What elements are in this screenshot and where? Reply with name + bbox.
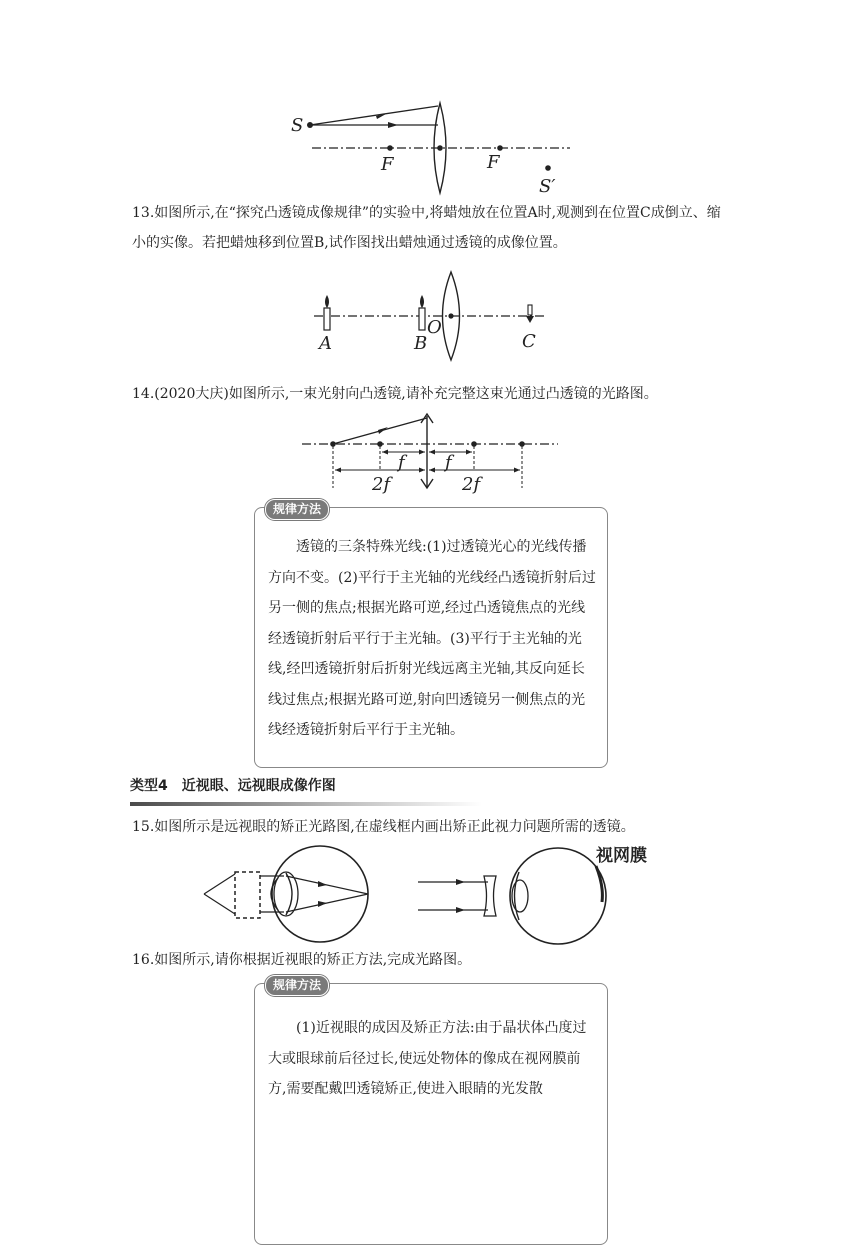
figure-q13-candle-lens-diagram xyxy=(310,268,550,358)
method-tag-2: 规律方法 xyxy=(265,975,329,996)
question-14: 14.(2020大庆)如图所示,一束光射向凸透镜,请补充完整这束光通过凸透镜的光路图。 xyxy=(132,386,658,402)
figure-q15-farsighted-eye-diagram xyxy=(200,842,380,946)
method-box xyxy=(254,502,608,768)
focus-right-label: F xyxy=(487,152,500,173)
method-box-2 xyxy=(254,978,608,1245)
method-tag: 规律方法 xyxy=(265,499,329,520)
focal-length-right-label: f xyxy=(445,452,452,473)
position-c-label: C xyxy=(522,331,536,352)
double-focal-right-label: 2f xyxy=(462,474,481,495)
figure-q12-lens-diagram xyxy=(280,100,580,200)
method-text-2: (1)近视眼的成因及矫正方法:由于晶状体凸度过大或眼球前后径过长,使远处物体的像成在视网膜前方,需要配戴凹透镜矫正,使进入眼睛的光发散 xyxy=(268,1020,587,1097)
question-16: 16.如图所示,请你根据近视眼的矫正方法,完成光路图。 xyxy=(132,952,472,968)
double-focal-left-label: 2f xyxy=(372,474,391,495)
position-b-label: B xyxy=(414,333,428,354)
retina-label: 视网膜 xyxy=(596,846,647,866)
section-heading: 类型4 近视眼、远视眼成像作图 xyxy=(130,778,336,794)
position-a-label: A xyxy=(319,333,332,354)
optical-center-o-label: O xyxy=(427,317,442,338)
focal-length-left-label: f xyxy=(398,452,405,473)
point-s-label: S xyxy=(291,115,304,136)
focus-left-label: F xyxy=(381,154,394,175)
question-13: 13.如图所示,在“探究凸透镜成像规律”的实验中,将蜡烛放在位置A时,观测到在位置C成倒立、缩小的实像。若把蜡烛移到位置B,试作图找出蜡烛通过透镜的成像位置。 xyxy=(132,205,721,251)
method-text: 透镜的三条特殊光线:(1)过透镜光心的光线传播方向不变。(2)平行于主光轴的光线经凸透镜折射后过另一侧的焦点;根据光路可逆,经过凸透镜焦点的光线经透镜折射后平行于主光轴。(3)平行于主光轴的光线,经凹透镜折射后折射光线远离主光轴,其反向延长线过焦点;根据光路可逆,射向凹透镜另一侧焦点的光线经透镜折射后平行于主光轴。 xyxy=(268,539,596,738)
figure-q16-myopic-eye-diagram xyxy=(416,842,660,946)
figure-q14-ray-diagram xyxy=(300,410,560,500)
image-s-label: S′ xyxy=(539,176,556,197)
section-heading-divider xyxy=(130,802,482,806)
question-15: 15.如图所示是远视眼的矫正光路图,在虚线框内画出矫正此视力问题所需的透镜。 xyxy=(132,819,635,835)
